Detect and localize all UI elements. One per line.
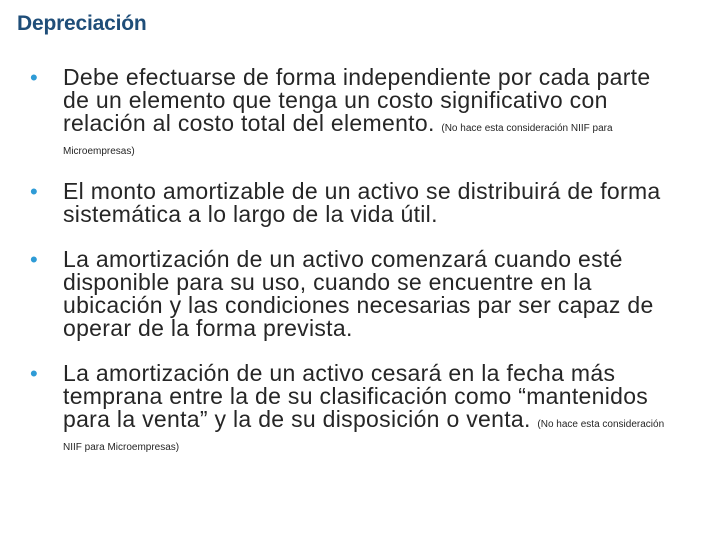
bullet-item bbox=[30, 66, 680, 158]
bullet-note: (No hace esta consideración NIIF para Microempresas) bbox=[63, 419, 665, 453]
bullet-marker-icon: • bbox=[30, 361, 39, 386]
bullet-marker-icon: • bbox=[30, 65, 39, 90]
bullet-item bbox=[30, 248, 680, 340]
bullet-text: Debe efectuarse de forma independiente por cada parte de un elemento que tenga un costo significativo con relación al costo total del elemento. bbox=[63, 64, 651, 136]
bullet-item bbox=[30, 180, 680, 226]
bullet-text: La amortización de un activo comenzará cuando esté disponible para su uso, cuando se encuentre en la ubicación y las condiciones necesarias par ser capaz de operar de la forma prevista. bbox=[63, 246, 654, 341]
bullet-item bbox=[30, 362, 680, 454]
bullet-text: La amortización de un activo cesará en la fecha más temprana entre la de su clasificación como “mantenidos para la venta” y la de su disposición o venta. bbox=[63, 360, 649, 432]
bullet-list bbox=[30, 66, 680, 454]
bullet-text: El monto amortizable de un activo se distribuirá de forma sistemática a lo largo de la vida útil. bbox=[63, 178, 661, 227]
slide-title: Depreciación bbox=[17, 12, 147, 35]
bullet-marker-icon: • bbox=[30, 179, 39, 204]
bullet-note: (No hace esta consideración NIIF para Microempresas) bbox=[63, 123, 613, 157]
bullet-marker-icon: • bbox=[30, 247, 39, 272]
